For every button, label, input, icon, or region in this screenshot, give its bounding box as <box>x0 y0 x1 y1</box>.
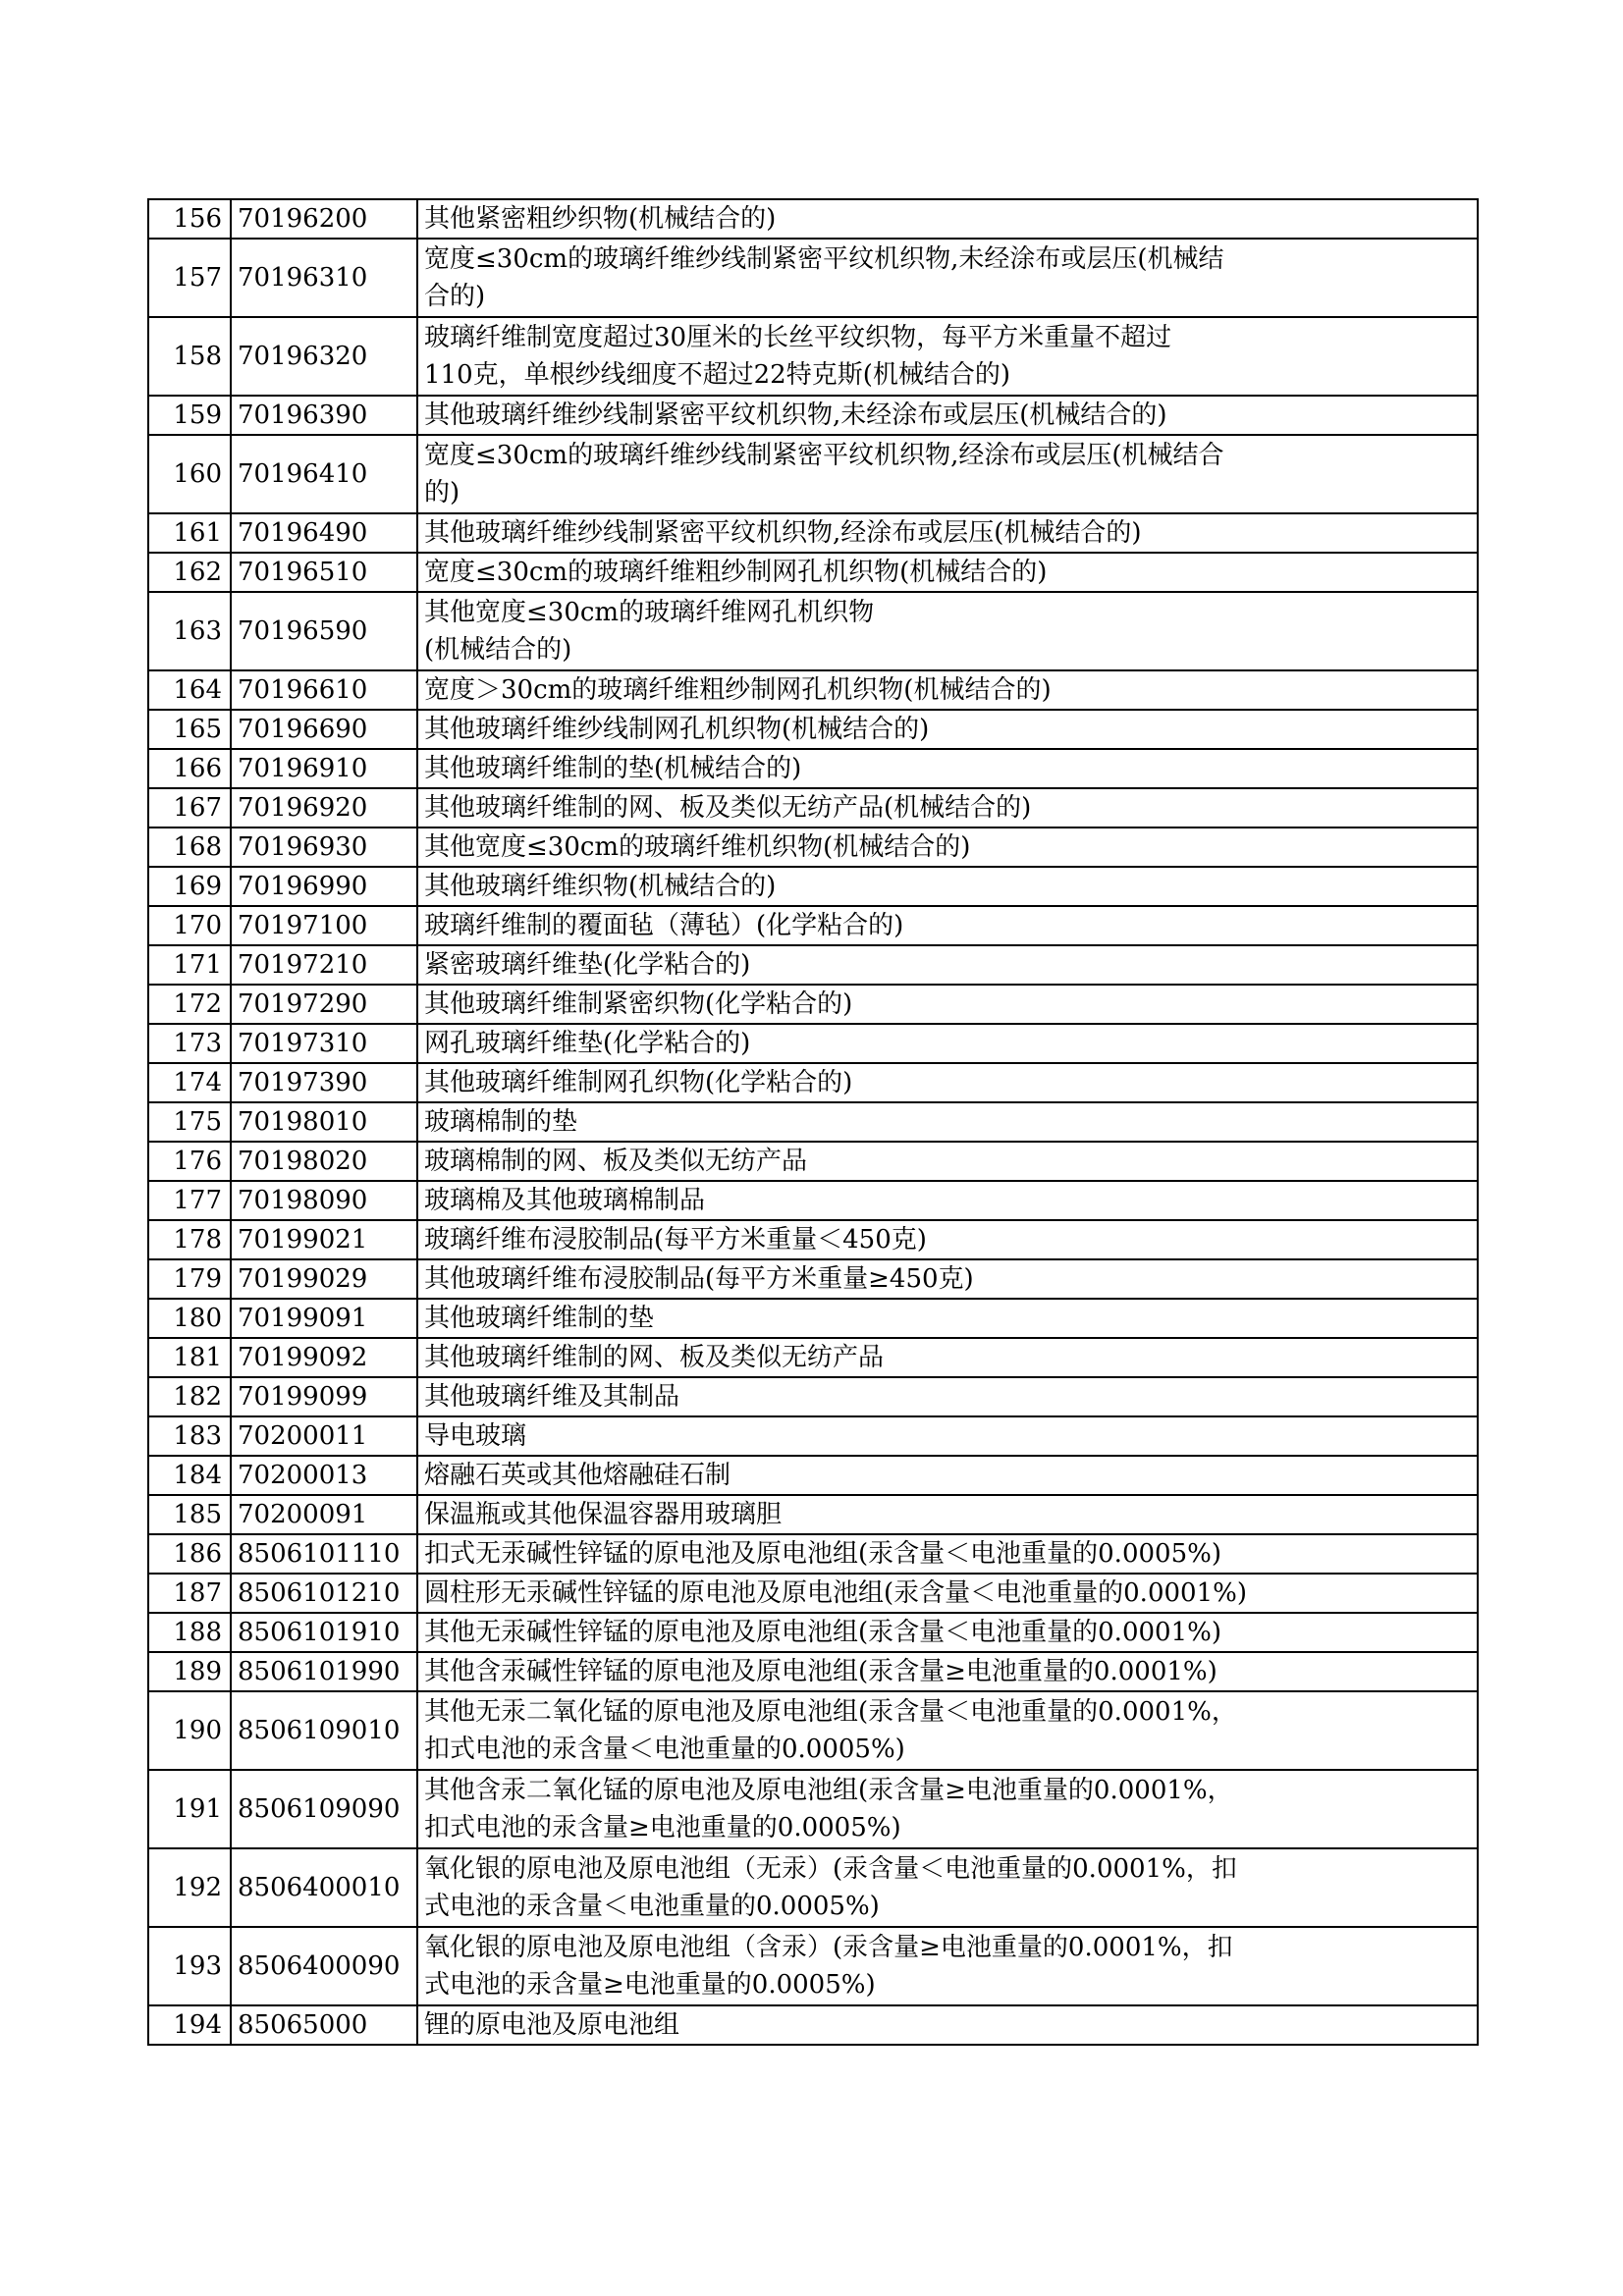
description-cell <box>417 1377 1478 1416</box>
description-line: 氧化银的原电池及原电池组（无汞）(汞含量＜电池重量的0.0001%，扣 <box>424 1854 1237 1884</box>
description-cell <box>417 1024 1478 1063</box>
table-row <box>148 1220 1478 1259</box>
table-row <box>148 2005 1478 2045</box>
hs-code-cell: 8506101990 <box>231 1652 417 1691</box>
description-cell <box>417 1534 1478 1574</box>
hs-code-cell: 70198010 <box>231 1102 417 1142</box>
description-cell <box>417 710 1478 749</box>
description-line: 保温瓶或其他保温容器用玻璃胆 <box>424 1500 783 1529</box>
hs-code-cell: 8506101110 <box>231 1534 417 1574</box>
table-row <box>148 513 1478 553</box>
description-cell <box>417 435 1478 513</box>
row-number-cell: 161 <box>148 513 231 553</box>
description-cell <box>417 1927 1478 2005</box>
table-row <box>148 1534 1478 1574</box>
description-cell <box>417 1456 1478 1495</box>
table-row <box>148 670 1478 710</box>
row-number-cell: 170 <box>148 906 231 945</box>
hs-code-cell: 70196490 <box>231 513 417 553</box>
description-line: 其他无汞碱性锌锰的原电池及原电池组(汞含量＜电池重量的0.0001%) <box>424 1618 1221 1647</box>
description-line: 其他玻璃纤维制的网、板及类似无纺产品 <box>424 1343 885 1372</box>
description-cell <box>417 906 1478 945</box>
row-number-cell: 188 <box>148 1613 231 1652</box>
hs-code-cell: 70196310 <box>231 239 417 317</box>
description-cell <box>417 396 1478 435</box>
description-line: 锂的原电池及原电池组 <box>424 2010 680 2040</box>
description-line: 宽度≤30cm的玻璃纤维粗纱制网孔机织物(机械结合的) <box>424 558 1048 587</box>
row-number-cell: 158 <box>148 317 231 396</box>
description-cell <box>417 1495 1478 1534</box>
row-number-cell: 193 <box>148 1927 231 2005</box>
table-row <box>148 1416 1478 1456</box>
row-number-cell: 191 <box>148 1770 231 1848</box>
table-row <box>148 710 1478 749</box>
hs-code-cell: 70196920 <box>231 788 417 828</box>
description-cell <box>417 2005 1478 2045</box>
table-row <box>148 945 1478 985</box>
table-row <box>148 1142 1478 1181</box>
hs-code-cell: 85065000 <box>231 2005 417 2045</box>
hs-code-cell: 70200091 <box>231 1495 417 1534</box>
description-line: 宽度≤30cm的玻璃纤维纱线制紧密平纹机织物,经涂布或层压(机械结合 <box>424 441 1224 470</box>
row-number-cell: 166 <box>148 749 231 788</box>
table-row <box>148 1613 1478 1652</box>
description-line: 110克，单根纱线细度不超过22特克斯(机械结合的) <box>424 360 1010 390</box>
description-cell <box>417 945 1478 985</box>
description-cell <box>417 592 1478 670</box>
description-cell <box>417 1102 1478 1142</box>
row-number-cell: 167 <box>148 788 231 828</box>
hs-code-cell: 70199099 <box>231 1377 417 1416</box>
description-line: 其他紧密粗纱织物(机械结合的) <box>424 204 777 234</box>
description-line: 式电池的汞含量≥电池重量的0.0005%) <box>424 1970 876 2000</box>
description-line: 扣式电池的汞含量≥电池重量的0.0005%) <box>424 1813 901 1842</box>
description-line: 紧密玻璃纤维垫(化学粘合的) <box>424 950 751 980</box>
hs-code-cell: 70200011 <box>231 1416 417 1456</box>
hs-code-cell: 70197310 <box>231 1024 417 1063</box>
description-cell <box>417 1613 1478 1652</box>
table-row <box>148 1024 1478 1063</box>
row-number-cell: 172 <box>148 985 231 1024</box>
description-cell <box>417 985 1478 1024</box>
row-number-cell: 156 <box>148 199 231 239</box>
description-line: 其他含汞碱性锌锰的原电池及原电池组(汞含量≥电池重量的0.0001%) <box>424 1657 1217 1686</box>
hs-code-cell: 70197210 <box>231 945 417 985</box>
hs-code-cell: 70196910 <box>231 749 417 788</box>
description-line: 扣式无汞碱性锌锰的原电池及原电池组(汞含量＜电池重量的0.0005%) <box>424 1539 1221 1569</box>
description-cell <box>417 1770 1478 1848</box>
row-number-cell: 159 <box>148 396 231 435</box>
description-line: 玻璃纤维制宽度超过30厘米的长丝平纹织物，每平方米重量不超过 <box>424 323 1172 352</box>
table-row <box>148 867 1478 906</box>
row-number-cell: 163 <box>148 592 231 670</box>
description-line: 氧化银的原电池及原电池组（含汞）(汞含量≥电池重量的0.0001%，扣 <box>424 1933 1233 1962</box>
row-number-cell: 173 <box>148 1024 231 1063</box>
hs-code-cell: 8506101910 <box>231 1613 417 1652</box>
hs-code-cell: 8506101210 <box>231 1574 417 1613</box>
description-line: 圆柱形无汞碱性锌锰的原电池及原电池组(汞含量＜电池重量的0.0001%) <box>424 1578 1247 1608</box>
description-line: 玻璃棉制的网、板及类似无纺产品 <box>424 1147 808 1176</box>
description-line: 其他宽度≤30cm的玻璃纤维网孔机织物 <box>424 598 875 627</box>
hs-code-cell: 8506400090 <box>231 1927 417 2005</box>
row-number-cell: 180 <box>148 1299 231 1338</box>
table-row <box>148 906 1478 945</box>
description-cell <box>417 1848 1478 1927</box>
description-line: 其他无汞二氧化锰的原电池及原电池组(汞含量＜电池重量的0.0001%， <box>424 1697 1237 1727</box>
table-row <box>148 1691 1478 1770</box>
table-row <box>148 435 1478 513</box>
description-cell <box>417 553 1478 592</box>
description-cell <box>417 1416 1478 1456</box>
description-cell <box>417 513 1478 553</box>
table-row <box>148 1299 1478 1338</box>
description-line: 合的) <box>424 282 486 311</box>
description-line: 其他玻璃纤维织物(机械结合的) <box>424 872 777 901</box>
table-row <box>148 396 1478 435</box>
hs-code-cell: 8506109090 <box>231 1770 417 1848</box>
description-line: 式电池的汞含量＜电池重量的0.0005%) <box>424 1892 880 1921</box>
row-number-cell: 168 <box>148 828 231 867</box>
description-cell <box>417 239 1478 317</box>
description-cell <box>417 1142 1478 1181</box>
description-line: 玻璃纤维布浸胶制品(每平方米重量＜450克) <box>424 1225 927 1255</box>
table-row <box>148 1574 1478 1613</box>
hs-code-cell: 70197390 <box>231 1063 417 1102</box>
hs-code-cell: 70199091 <box>231 1299 417 1338</box>
table-row <box>148 1377 1478 1416</box>
hs-code-cell: 70196390 <box>231 396 417 435</box>
hs-code-cell: 8506400010 <box>231 1848 417 1927</box>
hs-code-cell: 70199021 <box>231 1220 417 1259</box>
description-line: 其他玻璃纤维纱线制紧密平纹机织物,经涂布或层压(机械结合的) <box>424 518 1142 548</box>
row-number-cell: 189 <box>148 1652 231 1691</box>
row-number-cell: 174 <box>148 1063 231 1102</box>
row-number-cell: 176 <box>148 1142 231 1181</box>
table-row <box>148 749 1478 788</box>
row-number-cell: 184 <box>148 1456 231 1495</box>
hs-code-cell: 70196930 <box>231 828 417 867</box>
row-number-cell: 169 <box>148 867 231 906</box>
description-line: 其他玻璃纤维纱线制紧密平纹机织物,未经涂布或层压(机械结合的) <box>424 400 1167 430</box>
description-line: 其他玻璃纤维及其制品 <box>424 1382 680 1412</box>
description-line: 导电玻璃 <box>424 1421 527 1451</box>
hs-code-cell: 70196690 <box>231 710 417 749</box>
description-cell <box>417 788 1478 828</box>
hs-code-cell: 70198090 <box>231 1181 417 1220</box>
description-line: 其他玻璃纤维制紧密织物(化学粘合的) <box>424 989 853 1019</box>
row-number-cell: 162 <box>148 553 231 592</box>
description-line: 其他玻璃纤维布浸胶制品(每平方米重量≥450克) <box>424 1264 974 1294</box>
description-line: 网孔玻璃纤维垫(化学粘合的) <box>424 1029 751 1058</box>
row-number-cell: 181 <box>148 1338 231 1377</box>
description-line: 玻璃棉制的垫 <box>424 1107 578 1137</box>
row-number-cell: 165 <box>148 710 231 749</box>
table-row <box>148 317 1478 396</box>
description-line: 其他玻璃纤维制的垫 <box>424 1304 655 1333</box>
description-cell <box>417 1691 1478 1770</box>
row-number-cell: 171 <box>148 945 231 985</box>
hs-code-cell: 70196590 <box>231 592 417 670</box>
description-cell <box>417 867 1478 906</box>
row-number-cell: 182 <box>148 1377 231 1416</box>
row-number-cell: 160 <box>148 435 231 513</box>
table-row <box>148 828 1478 867</box>
table-row <box>148 592 1478 670</box>
row-number-cell: 185 <box>148 1495 231 1534</box>
description-line: (机械结合的) <box>424 635 572 665</box>
description-line: 玻璃纤维制的覆面毡（薄毡）(化学粘合的) <box>424 911 904 940</box>
hs-code-cell: 70196200 <box>231 199 417 239</box>
row-number-cell: 194 <box>148 2005 231 2045</box>
description-line: 其他玻璃纤维制的网、板及类似无纺产品(机械结合的) <box>424 793 1032 823</box>
hs-code-cell: 70198020 <box>231 1142 417 1181</box>
description-cell <box>417 1299 1478 1338</box>
hs-code-cell: 70197100 <box>231 906 417 945</box>
row-number-cell: 187 <box>148 1574 231 1613</box>
hs-code-cell: 70200013 <box>231 1456 417 1495</box>
description-line: 其他玻璃纤维制网孔织物(化学粘合的) <box>424 1068 853 1097</box>
description-cell <box>417 1652 1478 1691</box>
table-row <box>148 1181 1478 1220</box>
row-number-cell: 164 <box>148 670 231 710</box>
product-list-table <box>147 198 1479 2046</box>
hs-code-cell: 8506109010 <box>231 1691 417 1770</box>
description-cell <box>417 1220 1478 1259</box>
table-row <box>148 239 1478 317</box>
description-cell <box>417 1338 1478 1377</box>
table-row <box>148 788 1478 828</box>
hs-code-cell: 70197290 <box>231 985 417 1024</box>
description-line: 的) <box>424 478 460 507</box>
hs-code-cell: 70196610 <box>231 670 417 710</box>
table-row <box>148 1338 1478 1377</box>
description-cell <box>417 749 1478 788</box>
row-number-cell: 190 <box>148 1691 231 1770</box>
description-line: 其他玻璃纤维纱线制网孔机织物(机械结合的) <box>424 715 930 744</box>
row-number-cell: 183 <box>148 1416 231 1456</box>
description-line: 其他含汞二氧化锰的原电池及原电池组(汞含量≥电池重量的0.0001%， <box>424 1776 1233 1805</box>
row-number-cell: 157 <box>148 239 231 317</box>
table-row <box>148 1259 1478 1299</box>
row-number-cell: 177 <box>148 1181 231 1220</box>
table-row <box>148 199 1478 239</box>
hs-code-cell: 70196510 <box>231 553 417 592</box>
hs-code-cell: 70196410 <box>231 435 417 513</box>
description-line: 宽度＞30cm的玻璃纤维粗纱制网孔机织物(机械结合的) <box>424 675 1052 705</box>
description-line: 宽度≤30cm的玻璃纤维纱线制紧密平纹机织物,未经涂布或层压(机械结 <box>424 244 1224 274</box>
table-row <box>148 985 1478 1024</box>
table-row <box>148 1927 1478 2005</box>
table-row <box>148 553 1478 592</box>
description-cell <box>417 828 1478 867</box>
description-cell <box>417 1574 1478 1613</box>
description-line: 扣式电池的汞含量＜电池重量的0.0005%) <box>424 1735 905 1764</box>
table-body <box>148 199 1478 2045</box>
description-cell <box>417 1063 1478 1102</box>
row-number-cell: 186 <box>148 1534 231 1574</box>
row-number-cell: 192 <box>148 1848 231 1927</box>
description-cell <box>417 199 1478 239</box>
table-row <box>148 1063 1478 1102</box>
description-cell <box>417 1181 1478 1220</box>
description-line: 其他玻璃纤维制的垫(机械结合的) <box>424 754 802 783</box>
table-row <box>148 1102 1478 1142</box>
hs-code-cell: 70199029 <box>231 1259 417 1299</box>
description-line: 其他宽度≤30cm的玻璃纤维机织物(机械结合的) <box>424 832 971 862</box>
hs-code-cell: 70196990 <box>231 867 417 906</box>
description-cell <box>417 317 1478 396</box>
description-cell <box>417 1259 1478 1299</box>
table-row <box>148 1652 1478 1691</box>
description-line: 熔融石英或其他熔融硅石制 <box>424 1461 731 1490</box>
table-row <box>148 1456 1478 1495</box>
row-number-cell: 175 <box>148 1102 231 1142</box>
hs-code-cell: 70196320 <box>231 317 417 396</box>
table-row <box>148 1770 1478 1848</box>
description-cell <box>417 670 1478 710</box>
table-row <box>148 1848 1478 1927</box>
hs-code-cell: 70199092 <box>231 1338 417 1377</box>
row-number-cell: 179 <box>148 1259 231 1299</box>
description-line: 玻璃棉及其他玻璃棉制品 <box>424 1186 706 1215</box>
table-row <box>148 1495 1478 1534</box>
row-number-cell: 178 <box>148 1220 231 1259</box>
